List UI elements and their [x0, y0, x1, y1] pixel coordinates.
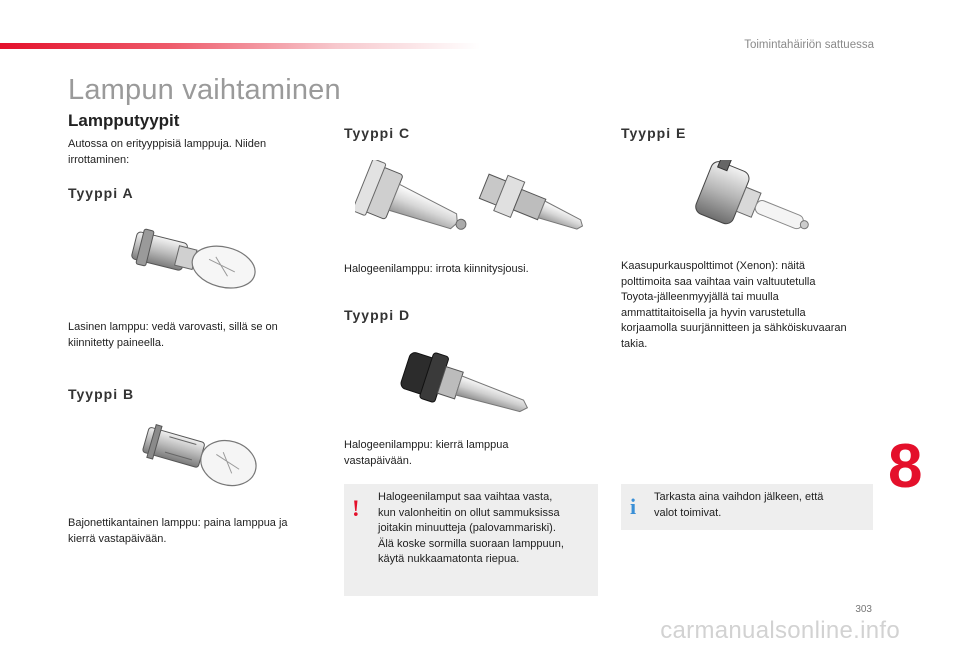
chapter-number: 8	[888, 432, 923, 501]
section-header: Toimintahäiriön sattuessa	[744, 39, 874, 51]
type-d-heading: Tyyppi D	[344, 307, 411, 323]
header-accent-bar	[0, 43, 480, 49]
info-box	[621, 484, 873, 530]
type-b-heading: Tyyppi B	[68, 386, 135, 402]
watermark: carmanualsonline.info	[660, 617, 900, 644]
intro-text: Autossa on erityyppisiä lamppuja. Niiden irrottaminen:	[68, 138, 267, 166]
info-text: Tarkasta aina vaihdon jälkeen, että valot toimivat.	[654, 491, 824, 519]
bulb-b-illustration	[135, 422, 265, 492]
type-a-text: Lasinen lamppu: vedä varovasti, sillä se on kiinnitetty paineella.	[68, 321, 278, 349]
bulb-d-illustration	[395, 345, 545, 430]
bulb-c-illustration	[355, 160, 590, 260]
type-b-text: Bajonettikantainen lamppu: paina lamppua ja kierrä vastapäivään.	[68, 517, 288, 545]
warning-text: Halogeenilamput saa vaihtaa vasta, kun valonheitin on ollut sammuksissa joitakin minuutteja (palovammariski). Älä koske sormilla suoraan lamppuun, käytä nukkaamatonta riepua.	[378, 491, 564, 565]
exclamation-icon: !	[352, 496, 360, 521]
type-c-text: Halogeenilamppu: irrota kiinnitysjousi.	[344, 263, 529, 275]
bulb-a-illustration	[120, 222, 270, 302]
bulb-e-illustration	[695, 160, 825, 255]
type-d-text: Halogeenilamppu: kierrä lamppua vastapäivään.	[344, 439, 509, 467]
type-e-heading: Tyyppi E	[621, 125, 687, 141]
info-icon: i	[630, 494, 637, 519]
warning-box	[344, 484, 598, 596]
page-number: 303	[855, 604, 872, 615]
intro-heading: Lampputyypit	[68, 111, 180, 130]
type-c-heading: Tyyppi C	[344, 125, 411, 141]
type-e-text: Kaasupurkauspolttimot (Xenon): näitä polttimoita saa vaihtaa vain valtuutetulla Toyota-jälleenmyyjällä tai muulla ammattitaitoisella ja hyvin varustetulla korjaamolla suurjännitteen ja sähköiskuvaaran takia.	[621, 260, 847, 350]
type-a-heading: Tyyppi A	[68, 185, 134, 201]
page-title: Lampun vaihtaminen	[68, 74, 341, 106]
